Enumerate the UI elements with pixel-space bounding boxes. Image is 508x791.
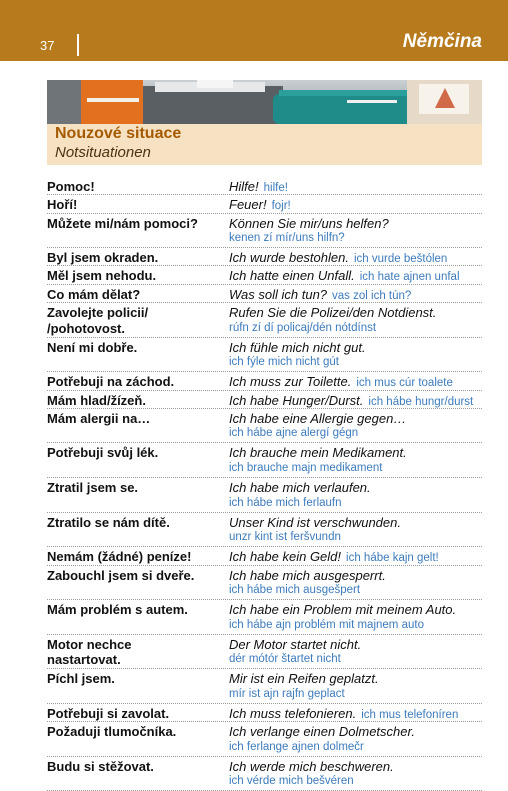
- czech-phrase: Požaduji tlumočníka.: [47, 724, 177, 740]
- german-text: Ich habe eine Allergie gegen…: [229, 410, 407, 426]
- german-phrase: [229, 197, 482, 215]
- pronunciation: ich vurde beštólen: [353, 253, 448, 266]
- german-phrase: [229, 374, 482, 392]
- german-text: Ich wurde bestohlen.: [229, 250, 349, 266]
- german-phrase: [229, 602, 482, 633]
- section-subtitle: Notsituationen: [55, 144, 151, 161]
- pronunciation: ich hábe kajn gelt!: [346, 552, 439, 565]
- german-phrase: [229, 393, 482, 411]
- german-phrase: [229, 568, 482, 599]
- phrase-row: [47, 635, 482, 670]
- german-phrase: [229, 515, 482, 546]
- german-text: Ich werde mich beschweren.: [229, 758, 394, 774]
- german-text: Ich verlange einen Dolmetscher.: [229, 724, 415, 740]
- czech-phrase: Měl jsem nehodu.: [47, 268, 157, 284]
- pronunciation: ich hábe mich ferlaufn: [229, 496, 342, 509]
- german-text: Hilfe!: [229, 179, 259, 194]
- german-phrase: [229, 287, 482, 305]
- german-text: Ich habe mich ausgesperrt.: [229, 567, 386, 583]
- pronunciation: ich hábe ajne alergí gégn: [229, 427, 359, 440]
- czech-phrase: Co mám dělat?: [47, 286, 141, 302]
- czech-phrase: Ztratil jsem se.: [47, 480, 139, 496]
- german-text: Ich habe mich verlaufen.: [229, 480, 371, 496]
- pronunciation: ich brauche majn medikament: [229, 461, 383, 474]
- czech-phrase: Nemám (žádné) peníze!: [47, 549, 192, 565]
- phrase-row: [47, 669, 482, 704]
- page-number: 37: [40, 38, 55, 53]
- german-phrase: [229, 216, 482, 247]
- phrase-row: [47, 600, 482, 635]
- phrase-row: [47, 266, 482, 284]
- german-text: Ich habe kein Geld!: [229, 549, 342, 565]
- phrase-row: [47, 478, 482, 513]
- german-phrase: [229, 305, 482, 336]
- pronunciation: ich vérde mich bešvéren: [229, 775, 354, 788]
- german-phrase: [229, 706, 482, 724]
- german-text: Ich brauche mein Medikament.: [229, 445, 407, 461]
- czech-phrase: Píchl jsem.: [47, 671, 115, 687]
- pronunciation: fojr!: [271, 200, 291, 213]
- german-phrase: [229, 340, 482, 371]
- czech-phrase: Zavolejte policii/ /pohotovost.: [47, 305, 149, 336]
- german-text: Ich fühle mich nicht gut.: [229, 339, 366, 355]
- phrase-row: [47, 757, 482, 791]
- phrase-row: [47, 303, 482, 338]
- pronunciation: vas zol ich tún?: [332, 289, 412, 302]
- phrase-row: [47, 566, 482, 601]
- phrase-row: [47, 704, 482, 722]
- pronunciation: hilfe!: [263, 182, 288, 194]
- czech-phrase: Mám problém s autem.: [47, 602, 188, 618]
- section-band: [47, 124, 482, 165]
- german-phrase: [229, 250, 482, 268]
- phrase-list: [47, 177, 482, 791]
- czech-phrase: Budu si stěžovat.: [47, 758, 154, 774]
- pronunciation: dér mótór štartet nicht: [229, 653, 341, 666]
- emergency-photo: [47, 80, 482, 124]
- german-text: Mir ist ein Reifen geplatzt.: [229, 671, 379, 687]
- german-text: Der Motor startet nicht.: [229, 636, 362, 652]
- phrase-row: [47, 177, 482, 195]
- czech-phrase: Pomoc!: [47, 179, 95, 194]
- phrase-row: [47, 285, 482, 303]
- german-phrase: [229, 179, 482, 197]
- pronunciation: unzr kint ist feršvundn: [229, 531, 341, 544]
- czech-phrase: Zabouchl jsem si dveře.: [47, 567, 195, 583]
- german-phrase: [229, 411, 482, 442]
- phrase-row: [47, 338, 482, 373]
- german-text: Unser Kind ist verschwunden.: [229, 514, 401, 530]
- german-phrase: [229, 480, 482, 511]
- czech-phrase: Potřebuji svůj lék.: [47, 445, 159, 461]
- german-text: Ich muss zur Toilette.: [229, 374, 352, 390]
- phrase-row: [47, 722, 482, 757]
- phrase-row: [47, 248, 482, 266]
- language-title: Němčina: [402, 31, 482, 52]
- phrase-row: [47, 195, 482, 213]
- german-text: Können Sie mir/uns helfen?: [229, 215, 389, 231]
- pronunciation: mír ist ajn rajfn geplact: [229, 687, 345, 700]
- pronunciation: rúfn zí dí policaj/dén nótdínst: [229, 321, 377, 334]
- phrase-row: [47, 409, 482, 444]
- czech-phrase: Mám hlad/žízeň.: [47, 392, 146, 408]
- czech-phrase: Potřebuji na záchod.: [47, 374, 175, 390]
- phrase-row: [47, 372, 482, 390]
- pronunciation: ich ferlange ajnen dolmečr: [229, 740, 364, 753]
- phrase-row: [47, 391, 482, 409]
- german-phrase: [229, 268, 482, 286]
- pronunciation: ich hábe hungr/durst: [368, 395, 474, 408]
- german-text: Ich muss telefonieren.: [229, 705, 357, 721]
- czech-phrase: Potřebuji si zavolat.: [47, 705, 170, 721]
- pronunciation: ich mus telefoníren: [361, 708, 459, 721]
- header-bar: [0, 0, 508, 61]
- german-text: Feuer!: [229, 197, 267, 213]
- czech-phrase: Není mi dobře.: [47, 339, 138, 355]
- german-text: Ich habe ein Problem mit meinem Auto.: [229, 602, 457, 618]
- german-phrase: [229, 671, 482, 702]
- pronunciation: ich fýle mich nicht gút: [229, 356, 339, 369]
- german-phrase: [229, 445, 482, 476]
- phrase-row: [47, 443, 482, 478]
- pronunciation: ich hate ajnen unfal: [359, 271, 460, 284]
- czech-phrase: Můžete mi/nám pomoci?: [47, 215, 198, 231]
- pronunciation: ich hábe mich ausgešpert: [229, 584, 361, 597]
- czech-phrase: Hoří!: [47, 197, 78, 213]
- german-text: Ich habe Hunger/Durst.: [229, 392, 364, 408]
- czech-phrase: Mám alergii na…: [47, 410, 151, 426]
- pronunciation: ich mus cúr toalete: [356, 377, 453, 390]
- czech-phrase: Ztratilo se nám dítě.: [47, 514, 170, 530]
- phrase-row: [47, 547, 482, 565]
- phrase-row: [47, 214, 482, 249]
- czech-phrase: Motor nechce nastartovat.: [47, 636, 132, 668]
- german-phrase: [229, 637, 482, 668]
- header-divider: [77, 34, 79, 56]
- section-title: Nouzové situace: [55, 125, 182, 142]
- german-text: Rufen Sie die Polizei/den Notdienst.: [229, 305, 437, 321]
- german-phrase: [229, 759, 482, 790]
- czech-phrase: Byl jsem okraden.: [47, 250, 159, 266]
- german-phrase: [229, 724, 482, 755]
- phrase-row: [47, 513, 482, 548]
- german-text: Was soll ich tun?: [229, 286, 328, 302]
- german-text: Ich hatte einen Unfall.: [229, 268, 355, 284]
- german-phrase: [229, 549, 482, 567]
- pronunciation: kenen zí mír/uns hilfn?: [229, 232, 345, 245]
- pronunciation: ich hábe ajn problém mit majnem auto: [229, 618, 424, 631]
